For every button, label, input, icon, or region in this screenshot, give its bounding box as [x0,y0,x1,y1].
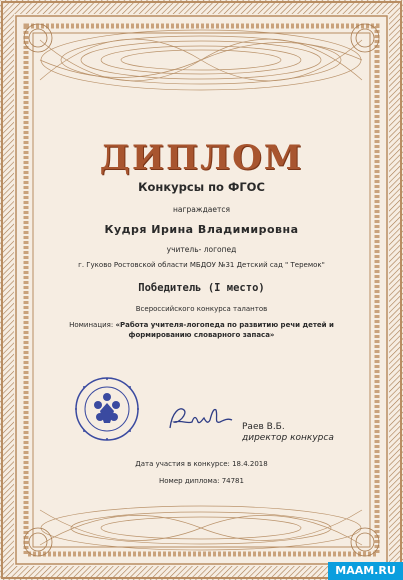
nomination-label: Номинация: [69,321,116,329]
recipient-name: Кудря Ирина Владимировна [104,223,299,236]
signer-role: директор конкурса [242,433,334,443]
seal-stamp-icon [62,375,152,443]
signature-icon [166,402,236,436]
watermark-badge: MAAM.RU [328,562,403,580]
recipient-position: учитель- логопед [166,245,237,254]
contest-name: Конкурсы по ФГОС [138,180,265,194]
signer-name: Раев В.Б. [242,422,285,432]
diploma-number: Номер диплома: 74781 [159,477,244,485]
competition-name: Всероссийского конкурса талантов [135,305,268,313]
awarded-text: награждается [173,205,230,214]
participation-date: Дата участия в конкурсе: 18.4.2018 [135,460,268,468]
diploma-body [44,110,359,550]
recipient-organization: г. Гуково Ростовской области МБДОУ №31 Детский сад " Теремок" [78,261,325,269]
nomination-text: «Работа учителя-логопеда по развитию речи детей и формированию словарного запаса» [115,321,334,339]
nomination [44,320,359,340]
award-place: Победитель (I место) [138,282,265,294]
diploma-title: ДИПЛОМ [99,138,304,178]
